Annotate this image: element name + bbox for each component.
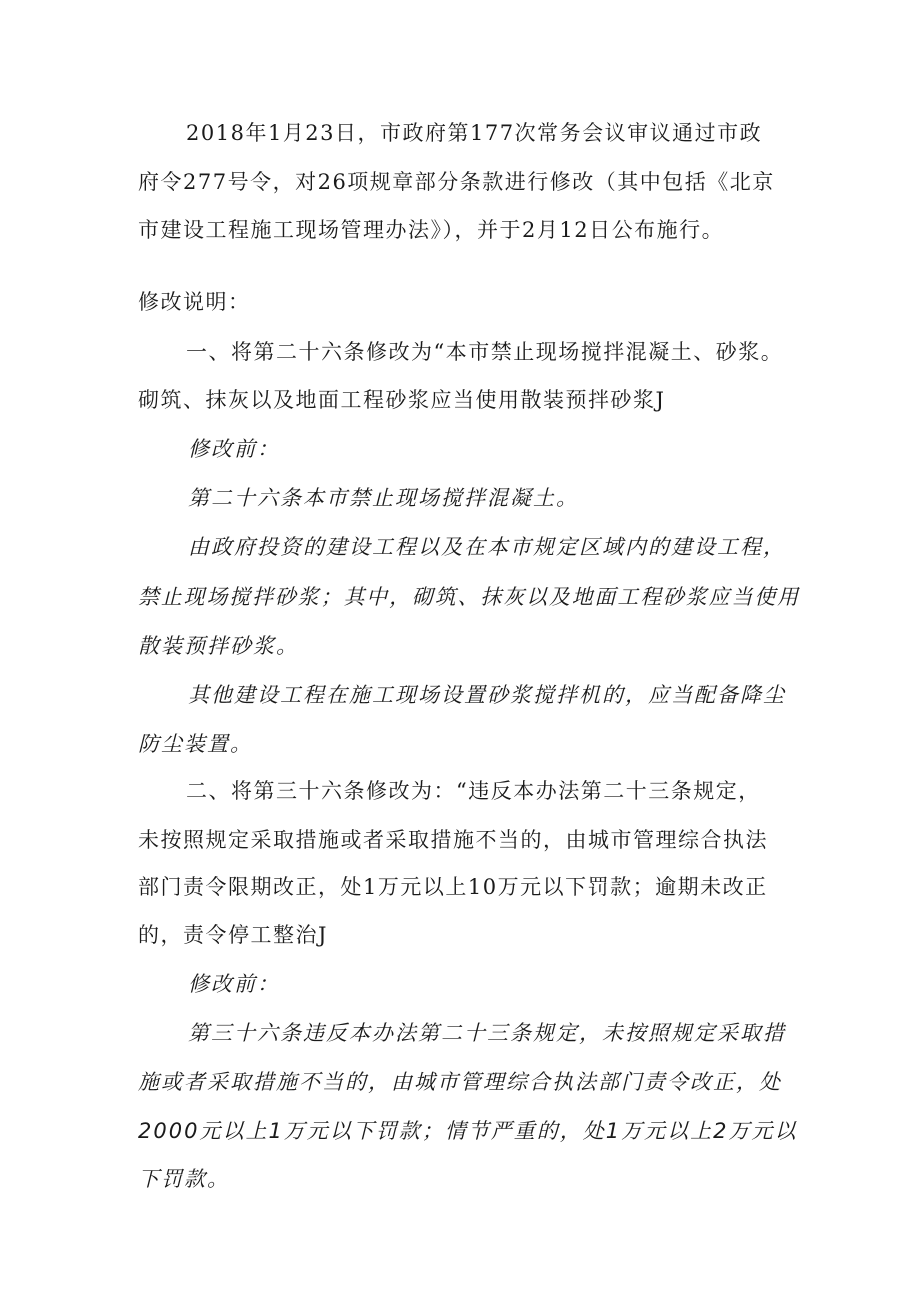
item2-line-2: 未按照规定采取措施或者采取措施不当的，由城市管理综合执法 (138, 828, 768, 852)
item1-before-line-5: 其他建设工程在施工现场设置砂浆搅拌机的，应当配备降尘 (188, 683, 786, 707)
item1-before-line-4: 散装预拌砂浆。 (138, 634, 299, 658)
item2-line-1: 二、将第三十六条修改为：“违反本办法第二十三条规定， (186, 779, 761, 803)
item1-before-line-3: 禁止现场搅拌砂浆；其中，砌筑、抹灰以及地面工程砂浆应当使用 (138, 585, 800, 609)
intro-line-1: 2018年1月23日，市政府第177次常务会议审议通过市政 (186, 121, 763, 145)
item1-before-line-1: 第二十六条本市禁止现场搅拌混凝土。 (188, 486, 579, 510)
intro-line-3: 市建设工程施工现场管理办法》），并于2月12日公布施行。 (138, 218, 725, 242)
item1-before-label: 修改前： (188, 437, 280, 461)
item2-before-line-2: 施或者采取措施不当的，由城市管理综合执法部门责令改正，处 (138, 1070, 782, 1094)
item1-before-line-6: 防尘装置。 (138, 732, 253, 756)
item2-before-line-4: 下罚款。 (138, 1167, 230, 1191)
item1-line-2: 砌筑、抹灰以及地面工程砂浆应当使用散装预拌砂浆J (138, 388, 666, 412)
item2-line-4: 的，责令停工整治J (138, 923, 328, 947)
item1-line-1: 一、将第二十六条修改为“本市禁止现场搅拌混凝土、砂浆。 (186, 340, 784, 364)
item2-before-label: 修改前： (188, 972, 280, 996)
section-heading: 修改说明： (138, 290, 251, 314)
intro-line-2: 府令277号令，对26项规章部分条款进行修改（其中包括《北京 (138, 170, 775, 194)
item1-before-line-2: 由政府投资的建设工程以及在本市规定区域内的建设工程， (188, 535, 786, 559)
item2-before-line-3: 2000元以上1万元以下罚款；情节严重的，处1万元以上2万元以 (138, 1119, 798, 1143)
item2-before-line-1: 第三十六条违反本办法第二十三条规定，未按照规定采取措 (188, 1021, 786, 1045)
item2-line-3: 部门责令限期改正，处1万元以上10万元以下罚款；逾期未改正 (138, 875, 768, 899)
